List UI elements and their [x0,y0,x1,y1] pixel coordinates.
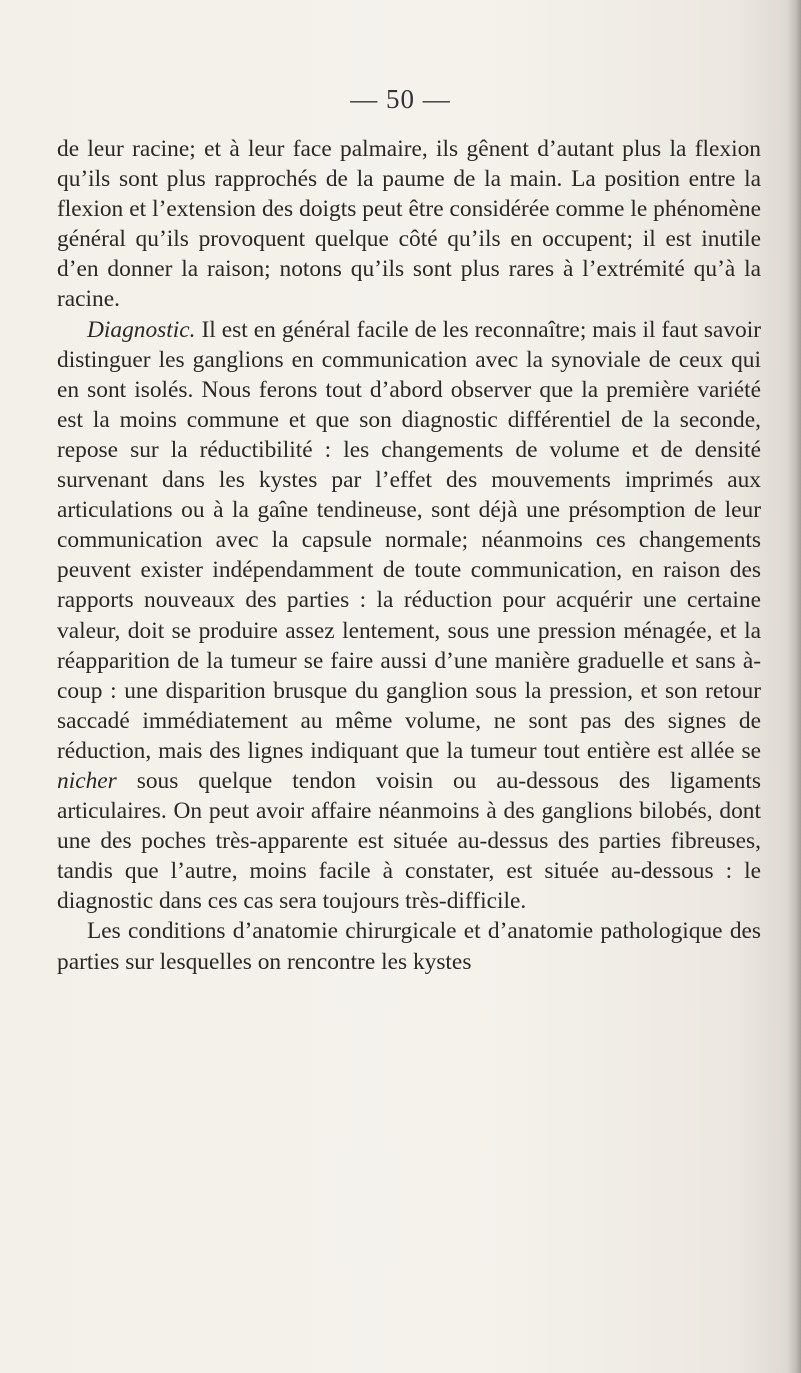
paragraph-text: Il est en général facile de les reconnaître; mais il faut savoir distinguer les ganglions en communication avec la synoviale de ceux qui en sont isolés. Nous ferons tout d’abord observer que la première variété est la moins commune et que son diagnostic différentiel de la seconde, repose sur la réductibilité : les changements de volume et de densité survenant dans les kystes par l’effet des mouvements imprimés aux articulations ou à la gaîne tendineuse, sont déjà une présomption de leur communication avec la capsule normale; néanmoins ces changements peuvent exister indépendamment de toute communication, en raison des rapports nouveaux des parties : la réduction pour acquérir une certaine valeur, doit se produire assez lentement, sous une pression ménagée, et la réapparition de la tumeur se faire aussi d’une manière graduelle et sans à-coup : une disparition brusque du ganglion sous la pression, et son retour saccadé immédiatement au même volume, ne sont pas des signes de réduction, mais des lignes indiquant que la tumeur tout entière est allée se [57,316,761,764]
paragraph-text: sous quelque tendon voisin ou au-dessous des ligaments articulaires. On peut avoir affaire néanmoins à des ganglions bilobés, dont une des poches très-apparente est située au-dessus des parties fibreuses, tandis que l’autre, moins facile à constater, est située au-dessous : le diagnostic dans ces cas sera toujours très-difficile. [57,767,761,915]
paragraph-text: Les conditions d’anatomie chirurgicale et d’anatomie pathologique des parties sur lesquelles on rencontre les kystes [57,918,761,975]
paragraph-diagnostic [57,315,761,917]
paragraph-continuation [57,134,761,315]
body-text [57,134,761,977]
page-edge-shadow [787,0,801,1373]
emphasized-word: nicher [57,767,117,794]
section-heading-diagnostic: Diagnostic. [87,316,196,343]
paragraph-conditions [57,916,761,976]
page-number: — 50 — [350,84,451,114]
paragraph-text: de leur racine; et à leur face palmaire, ils gênent d’autant plus la flexion qu’ils sont plus rapprochés de la paume de la main. La position entre la flexion et l’extension des doigts peut être considérée comme le phénomène général qu’ils provoquent quelque côté qu’ils en occupent; il est inutile d’en donner la raison; notons qu’ils sont plus rares à l’extrémité qu’à la racine. [57,136,761,313]
